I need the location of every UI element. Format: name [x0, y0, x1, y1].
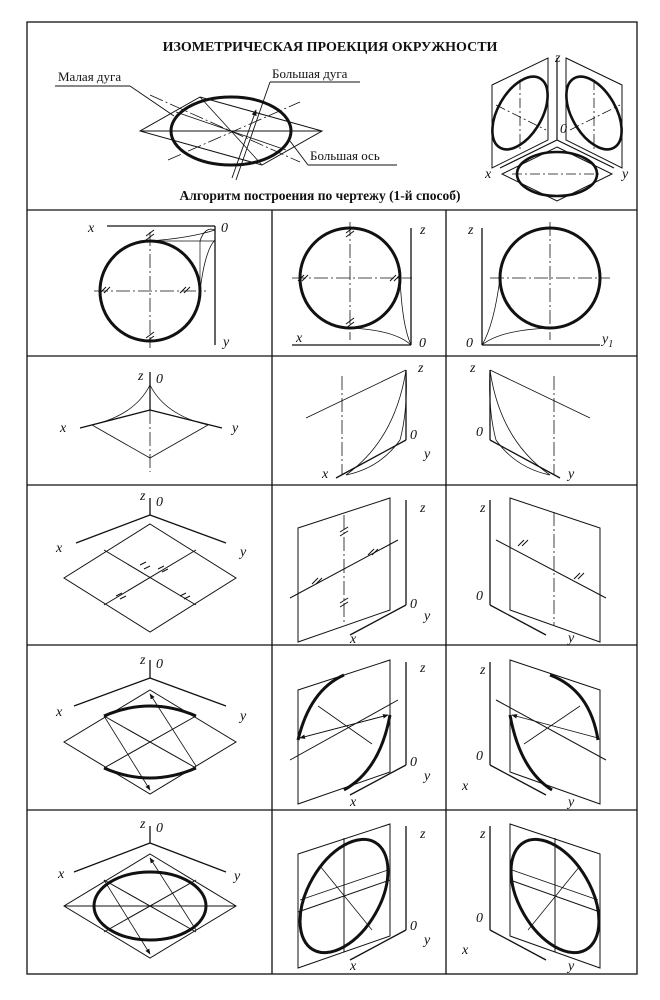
label-minor-arc: Малая дуга: [58, 69, 122, 84]
r1c1-label-x: x: [88, 221, 95, 236]
cell-r3c3-figure: [490, 498, 606, 642]
r4c2-label-x: x: [350, 795, 357, 810]
r5c3-label-y: y: [568, 959, 575, 974]
r3c2-label-origin: 0: [410, 597, 417, 612]
r4c2-label-origin: 0: [410, 755, 417, 770]
r4c3-label-y: y: [568, 795, 575, 810]
cube-label-origin: 0: [560, 122, 567, 137]
cube-label-z: z: [555, 51, 561, 66]
cell-r4c2-figure: [290, 660, 406, 804]
cell-r1c3-figure: [482, 222, 610, 345]
cell-r5c2-figure: [282, 824, 406, 968]
r2c1-label-x: x: [60, 421, 67, 436]
r2c1-label-z: z: [138, 369, 144, 384]
label-major-arc: Большая дуга: [272, 66, 348, 81]
r5c1-label-y: y: [234, 869, 241, 884]
cell-r5c1-figure: [64, 826, 236, 958]
cell-r1c2-figure: [292, 222, 412, 345]
r3c2-label-y: y: [424, 609, 431, 624]
r4c3-label-x: x: [462, 779, 469, 794]
r5c2-label-y: y: [424, 933, 431, 948]
cell-r2c3-figure: [490, 370, 590, 478]
r3c3-label-z: z: [480, 501, 486, 516]
r3c2-label-x: x: [350, 632, 357, 647]
cell-r4c3-figure: [490, 660, 606, 804]
r2c2-label-origin: 0: [410, 428, 417, 443]
algorithm-caption: Алгоритм построения по чертежу (1-й способ): [179, 188, 461, 203]
cell-r5c3-figure: [490, 824, 617, 968]
r3c1-label-x: x: [56, 541, 63, 556]
r2c3-label-origin: 0: [476, 425, 483, 440]
r1c2-label-origin: 0: [419, 336, 426, 351]
cell-r4c1-figure: [64, 660, 236, 794]
r4c2-label-y: y: [424, 769, 431, 784]
r2c2-label-z: z: [418, 361, 424, 376]
r1c1-label-origin: 0: [221, 221, 228, 236]
r3c1-label-z: z: [140, 489, 146, 504]
main-isometric-ellipse-figure: [55, 82, 397, 180]
cell-r2c1-figure: [80, 372, 222, 472]
r4c3-label-origin: 0: [476, 749, 483, 764]
r3c3-label-origin: 0: [476, 589, 483, 604]
r5c3-label-x: x: [462, 943, 469, 958]
cube-label-y: y: [622, 167, 629, 182]
r1c1-label-y: y: [223, 335, 230, 350]
r2c2-label-x: x: [322, 467, 329, 482]
r4c1-label-x: x: [56, 705, 63, 720]
r4c3-label-z: z: [480, 663, 486, 678]
r3c1-label-origin: 0: [156, 495, 163, 510]
r1c3-label-origin: 0: [466, 336, 473, 351]
r2c2-label-y: y: [424, 447, 431, 462]
r4c1-label-y: y: [240, 709, 247, 724]
r5c1-label-origin: 0: [156, 821, 163, 836]
r5c2-label-origin: 0: [410, 919, 417, 934]
cell-r2c2-figure: [306, 370, 406, 478]
r3c3-label-y: y: [568, 631, 575, 646]
r1c2-label-x: x: [296, 331, 303, 346]
sheet-title: ИЗОМЕТРИЧЕСКАЯ ПРОЕКЦИЯ ОКРУЖНОСТИ: [162, 40, 498, 55]
r1c2-label-z: z: [420, 223, 426, 238]
r5c2-label-x: x: [350, 959, 357, 974]
r1c3-label-y1-sub: 1: [608, 339, 614, 350]
r2c1-label-y: y: [232, 421, 239, 436]
r5c1-label-x: x: [58, 867, 65, 882]
r5c2-label-z: z: [420, 827, 426, 842]
r5c1-label-z: z: [140, 817, 146, 832]
r5c3-label-z: z: [480, 827, 486, 842]
r4c2-label-z: z: [420, 661, 426, 676]
r1c3-label-y1-main: y: [602, 332, 609, 347]
r1c3-label-y1: [600, 332, 613, 350]
r1c3-label-z: z: [468, 223, 474, 238]
cube-label-x: x: [485, 167, 492, 182]
label-major-axis: Большая ось: [310, 148, 380, 163]
r5c3-label-origin: 0: [476, 911, 483, 926]
cell-r3c1-figure: [64, 498, 236, 632]
cell-r3c2-figure: [290, 498, 406, 642]
r2c3-label-y: y: [568, 467, 575, 482]
r2c3-label-z: z: [470, 361, 476, 376]
r4c1-label-origin: 0: [156, 657, 163, 672]
cell-r1c1-figure: [94, 226, 215, 348]
r2c1-label-origin: 0: [156, 372, 163, 387]
r3c1-label-y: y: [240, 545, 247, 560]
r3c2-label-z: z: [420, 501, 426, 516]
isometric-cube-figure: [481, 58, 633, 201]
r4c1-label-z: z: [140, 653, 146, 668]
